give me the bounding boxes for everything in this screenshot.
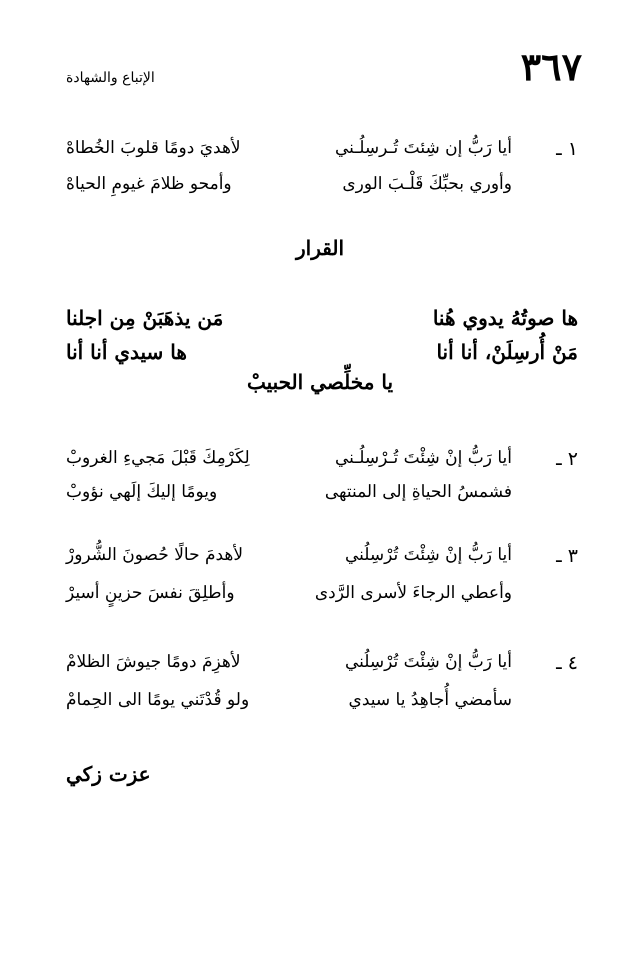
verse-hemistich-left: ولو قُدْتَني يومًا الى الحِمامْ — [66, 690, 250, 710]
verse-hemistich-right: سأمضي أُجاهِدُ يا سيدي — [348, 690, 512, 710]
verse-number: ١ ـ — [556, 138, 578, 160]
verse-number: ٤ ـ — [556, 652, 578, 674]
verse-number: ٢ ـ — [556, 448, 578, 470]
verse-hemistich-right: أيا رَبُّ إنْ شِئْتَ تُرْسِلُني — [344, 652, 512, 672]
verse-hemistich-right: أيا رَبُّ إن شِئتَ تُـرسِلُـني — [335, 138, 512, 158]
refrain-closing: يا مخلِّصي الحبيبْ — [246, 370, 394, 394]
verse-hemistich-right: وأعطي الرجاءَ لأسرى الرَّدى — [314, 583, 512, 603]
verse-number: ٣ ـ — [556, 545, 578, 567]
verse-hemistich-right: فشمسُ الحياةِ إلى المنتهى — [324, 482, 512, 502]
verse-hemistich-left: لأهديَ دومًا قلوبَ الخُطاهْ — [66, 138, 241, 158]
page-number: ٣٦٧ — [520, 44, 582, 89]
verse-hemistich-left: وأطلِقَ نفسَ حزينٍ أسيرْ — [66, 583, 235, 603]
verse-hemistich-left: لأهزِمَ دومًا جيوشَ الظلامْ — [66, 652, 241, 672]
verse-hemistich-right: وأوري بحبِّكَ قَلْـبَ الورى — [342, 174, 512, 194]
verse-hemistich-right: أيا رَبُّ إنْ شِئْتَ تُـرْسِلُـني — [335, 448, 512, 468]
running-header: الإتباع والشهادة — [66, 70, 155, 86]
verse-hemistich-left: ويومًا إليكَ إلَهي نؤوبْ — [66, 482, 218, 502]
verse-hemistich-left: لأهدمَ حالًا حُصونَ الشُّرورْ — [66, 545, 244, 565]
refrain-line-right: ها صوتُهُ يدوي هُنا — [432, 306, 578, 330]
author-name: عزت زكي — [66, 762, 151, 786]
refrain-line-left: ها سيدي أنا أنا — [66, 340, 187, 364]
section-title-refrain: القرار — [295, 236, 345, 260]
verse-hemistich-left: لِكَرْمِكَ قَبْلَ مَجيءِ الغروبْ — [66, 448, 250, 468]
refrain-line-left: مَن يذهَبَنْ مِن اجلنا — [66, 306, 224, 330]
verse-hemistich-left: وأمحو ظلامَ غيومِ الحياهْ — [66, 174, 232, 194]
refrain-line-right: مَنْ أُرسِلَنْ، أنا أنا — [436, 340, 578, 364]
verse-hemistich-right: أيا رَبُّ إنْ شِئْتَ تُرْسِلُني — [344, 545, 512, 565]
